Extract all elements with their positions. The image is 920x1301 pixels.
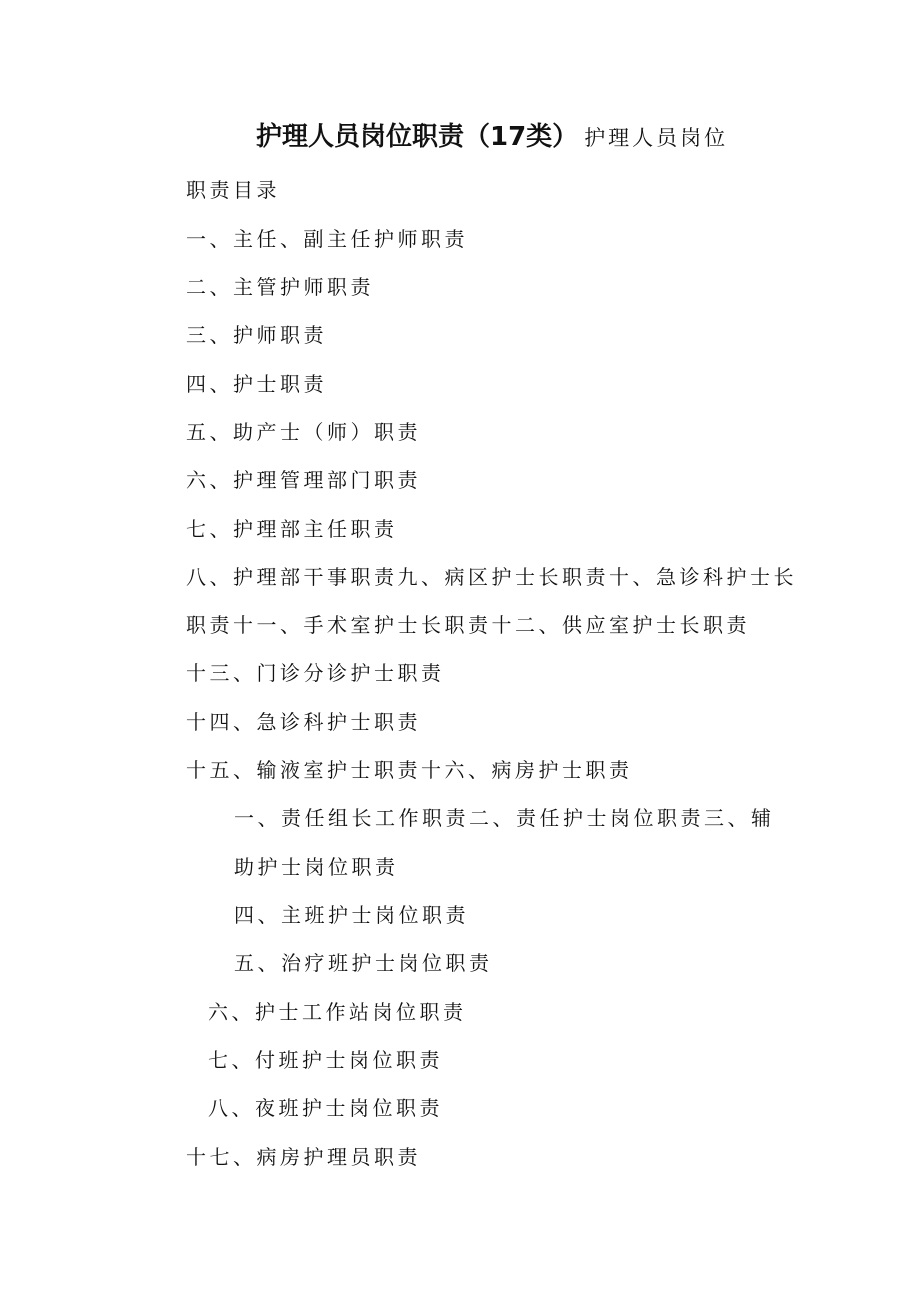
toc-line: 十四、急诊科护士职责 — [186, 710, 421, 734]
toc-subline: 四、主班护士岗位职责 — [234, 903, 469, 927]
toc-line: 八、护理部干事职责九、病区护士长职责十、急诊科护士长 — [186, 565, 797, 589]
toc-line: 六、护理管理部门职责 — [186, 468, 421, 492]
toc-line: 十三、门诊分诊护士职责 — [186, 661, 445, 685]
toc-subline: 七、付班护士岗位职责 — [208, 1048, 443, 1072]
toc-subline: 六、护士工作站岗位职责 — [208, 1000, 467, 1024]
title-tail: 护理人员岗位 — [584, 126, 729, 150]
document-title — [256, 116, 728, 153]
title-main: 护理人员岗位职责（17类） — [256, 122, 579, 152]
toc-line: 四、护士职责 — [186, 372, 327, 396]
toc-subline: 八、夜班护士岗位职责 — [208, 1096, 443, 1120]
toc-line: 二、主管护师职责 — [186, 275, 374, 299]
toc-line: 一、主任、副主任护师职责 — [186, 227, 468, 251]
toc-heading: 职责目录 — [186, 178, 280, 202]
toc-line: 职责十一、手术室护士长职责十二、供应室护士长职责 — [186, 613, 750, 637]
toc-line: 十七、病房护理员职责 — [186, 1145, 421, 1169]
toc-subline: 一、责任组长工作职责二、责任护士岗位职责三、辅 — [234, 806, 775, 830]
toc-line: 十五、输液室护士职责十六、病房护士职责 — [186, 758, 633, 782]
toc-subline: 五、治疗班护士岗位职责 — [234, 951, 493, 975]
toc-line: 三、护师职责 — [186, 323, 327, 347]
toc-line: 七、护理部主任职责 — [186, 517, 398, 541]
toc-subline: 助护士岗位职责 — [234, 855, 399, 879]
toc-line: 五、助产士（师）职责 — [186, 420, 421, 444]
